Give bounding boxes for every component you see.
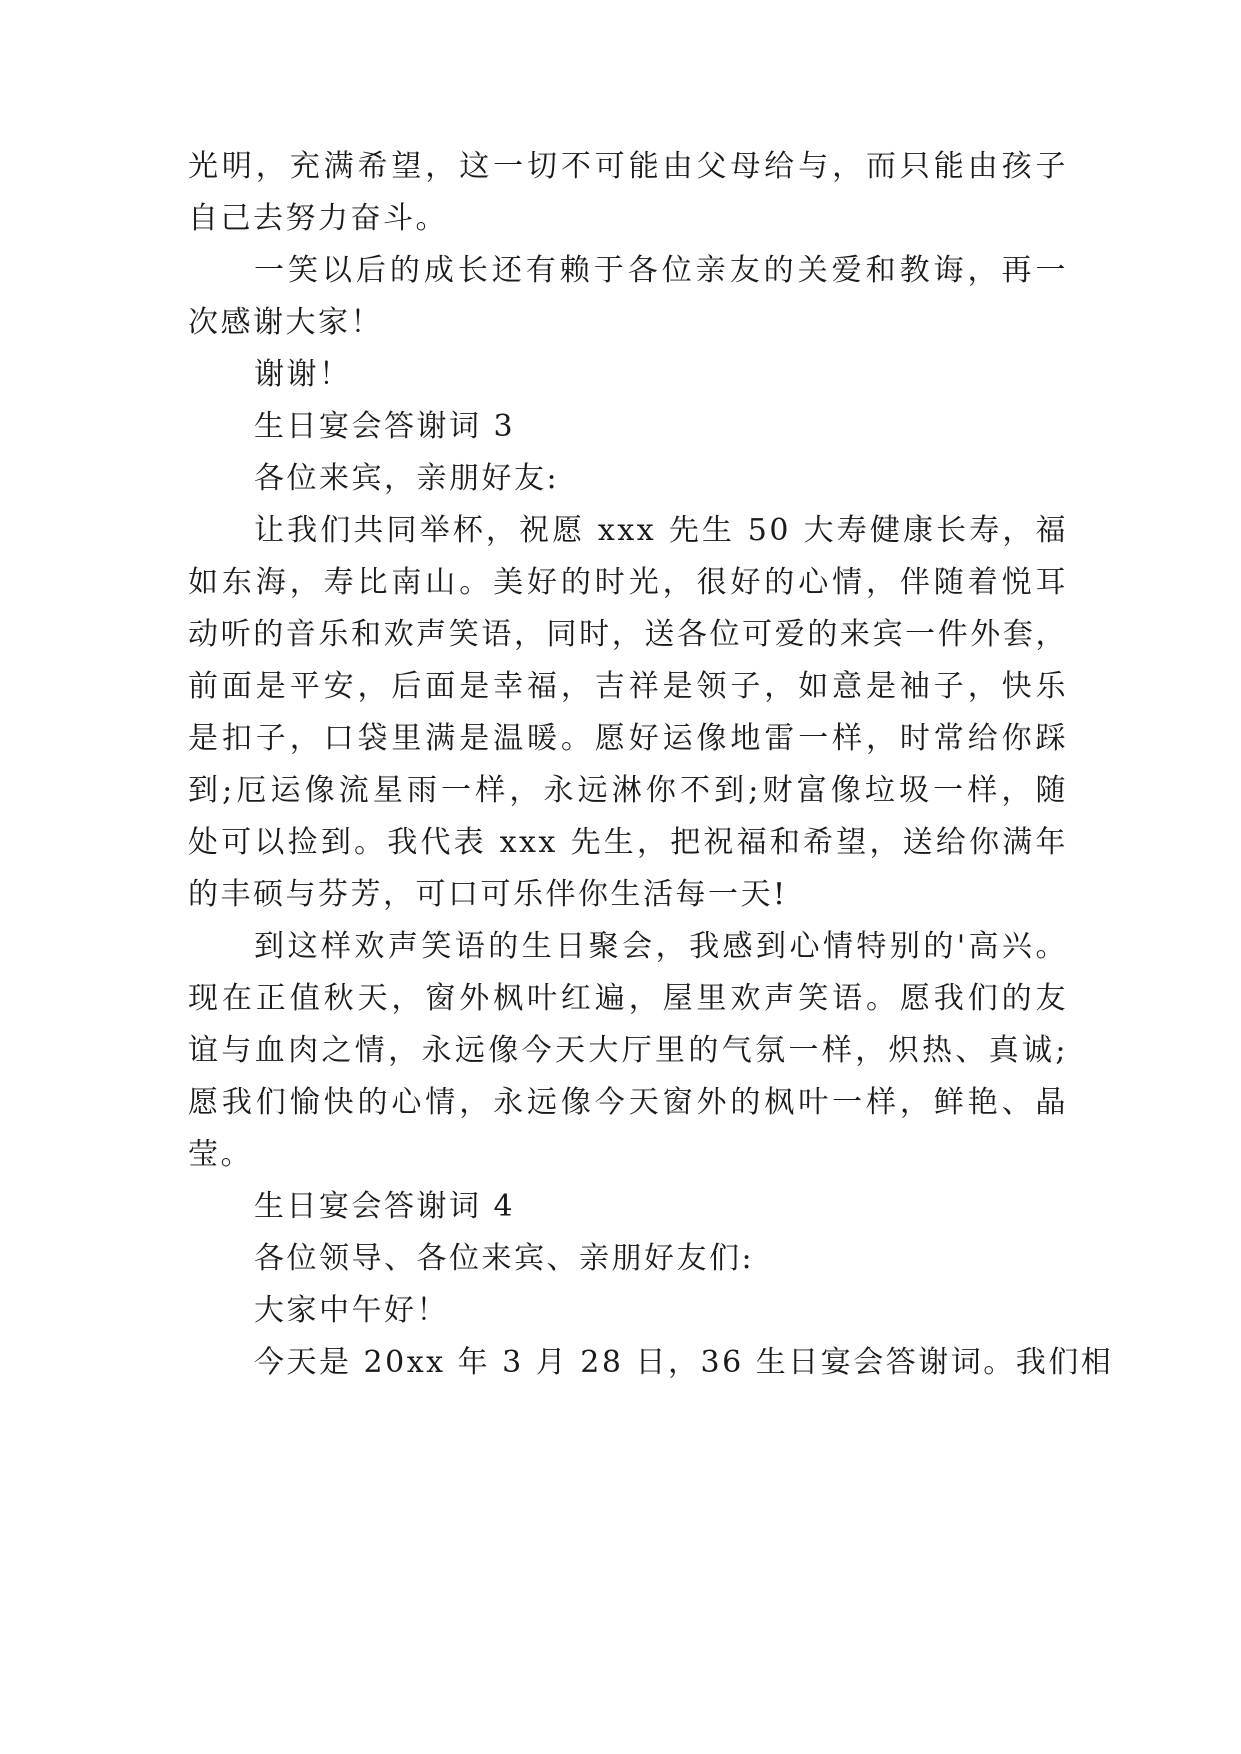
body-text-line: 今天是 20xx 年 3 月 28 日，36 生日宴会答谢词。我们相: [254, 1345, 1114, 1380]
body-text-line: 次感谢大家！: [188, 305, 383, 340]
body-text-line: 谢谢！: [254, 357, 352, 392]
body-text-line: 的丰硕与芬芳，可口可乐伴你生活每一天!: [188, 877, 788, 912]
body-text-line: 动听的音乐和欢声笑语，同时，送各位可爱的来宾一件外套，: [188, 617, 1068, 652]
section-heading: 生日宴会答谢词 4: [254, 1189, 516, 1224]
section-heading: 生日宴会答谢词 3: [254, 409, 516, 444]
body-text-line: 莹。: [188, 1137, 253, 1172]
body-text-line: 自己去努力奋斗。: [188, 201, 448, 236]
body-text-line: 前面是平安，后面是幸福，吉祥是领子，如意是袖子，快乐: [188, 669, 1068, 704]
body-text-line: 谊与血肉之情，永远像今天大厅里的气氛一样，炽热、真诚;: [188, 1033, 1068, 1068]
body-text-line: 愿我们愉快的心情，永远像今天窗外的枫叶一样，鲜艳、晶: [188, 1085, 1068, 1120]
body-text-line: 处可以捡到。我代表 xxx 先生，把祝福和希望，送给你满年: [188, 825, 1068, 860]
salutation-line: 各位领导、各位来宾、亲朋好友们:: [254, 1241, 755, 1276]
body-text-line: 是扣子，口袋里满是温暖。愿好运像地雷一样，时常给你踩: [188, 721, 1068, 756]
body-text-line: 光明，充满希望，这一切不可能由父母给与，而只能由孩子: [188, 149, 1068, 184]
body-text-line: 现在正值秋天，窗外枫叶红遍，屋里欢声笑语。愿我们的友: [188, 981, 1068, 1016]
body-text-line: 一笑以后的成长还有赖于各位亲友的关爱和教诲，再一: [254, 253, 1068, 288]
body-text-line: 到这样欢声笑语的生日聚会，我感到心情特别的'高兴。: [254, 929, 1068, 964]
body-text-line: 让我们共同举杯，祝愿 xxx 先生 50 大寿健康长寿，福: [254, 513, 1068, 548]
body-text-line: 如东海，寿比南山。美好的时光，很好的心情，伴随着悦耳: [188, 565, 1068, 600]
greeting-line: 大家中午好！: [254, 1293, 449, 1328]
body-text-line: 到;厄运像流星雨一样，永远淋你不到;财富像垃圾一样，随: [188, 773, 1068, 808]
salutation-line: 各位来宾，亲朋好友:: [254, 461, 560, 496]
